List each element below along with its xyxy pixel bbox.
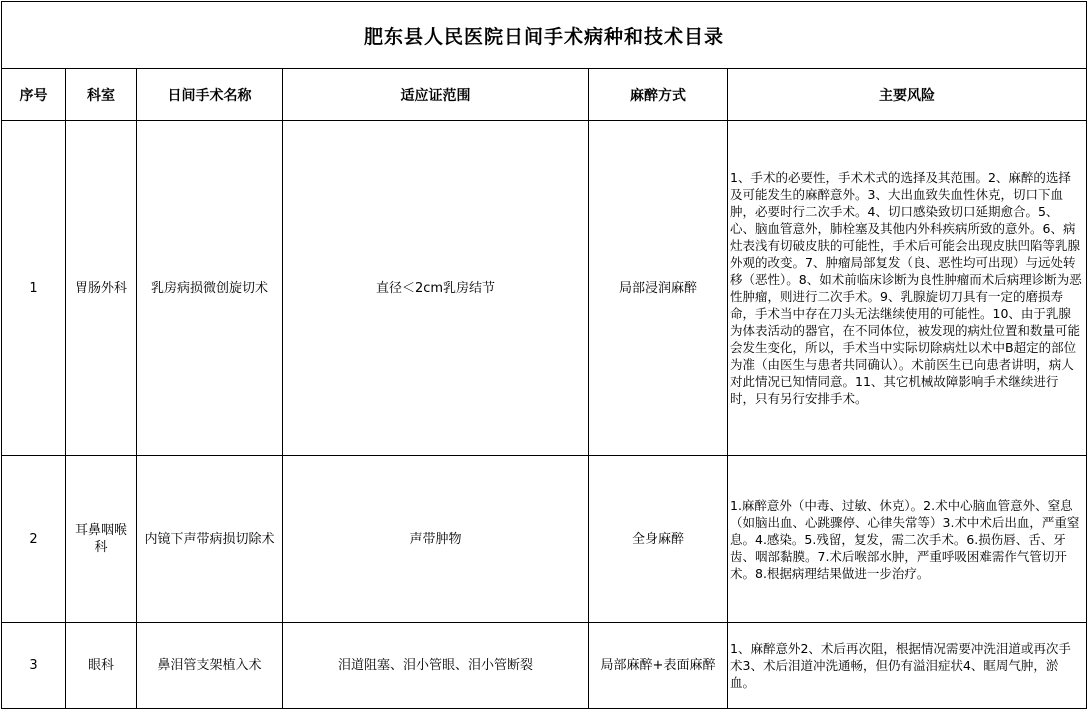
page-title: 肥东县人民医院日间手术病种和技术目录 [2, 2, 1087, 69]
cell-scope: 声带肿物 [283, 456, 589, 623]
cell-dept: 耳鼻咽喉科 [66, 456, 137, 623]
cell-scope: 直径＜2cm乳房结节 [283, 121, 589, 456]
table-row [2, 623, 1087, 709]
cell-dept: 胃肠外科 [66, 121, 137, 456]
cell-anesthesia: 局部浸润麻醉 [589, 121, 728, 456]
header-anesthesia: 麻醉方式 [589, 69, 728, 121]
header-row [2, 69, 1087, 121]
header-scope: 适应证范围 [283, 69, 589, 121]
header-name: 日间手术名称 [137, 69, 283, 121]
cell-risk: 1、麻醉意外2、术后再次阻，根据情况需要冲洗泪道或再次手术3、术后泪道冲洗通畅，但仍有溢泪症状4、眶周气肿，淤血。 [728, 623, 1087, 709]
cell-risk: 1、手术的必要性，手术术式的选择及其范围。2、麻醉的选择及可能发生的麻醉意外。3、大出血致失血性休克，切口下血肿，必要时行二次手术。4、切口感染致切口延期愈合。5、心、脑血管意外，肺栓塞及其他内外科疾病所致的意外。6、病灶表浅有切破皮肤的可能性，手术后可能会出现皮肤凹陷等乳腺外观的改变。7、肿瘤局部复发（良、恶性均可出现）与远处转移（恶性）。8、如术前临床诊断为良性肿瘤而术后病理诊断为恶性肿瘤，则进行二次手术。9、乳腺旋切刀具有一定的磨损寿命，手术当中存在刀头无法继续使用的可能性。10、由于乳腺为体表活动的器官，在不同体位，被发现的病灶位置和数量可能会发生变化，所以，手术当中实际切除病灶以术中B超定的部位为准（由医生与患者共同确认）。术前医生已向患者讲明，病人对此情况已知情同意。11、其它机械故障影响手术继续进行时，只有另行安排手术。 [728, 121, 1087, 456]
cell-name: 乳房病损微创旋切术 [137, 121, 283, 456]
header-no: 序号 [2, 69, 66, 121]
cell-dept: 眼科 [66, 623, 137, 709]
cell-name: 内镜下声带病损切除术 [137, 456, 283, 623]
cell-risk: 1.麻醉意外（中毒、过敏、休克）。2.术中心脑血管意外、窒息（如脑出血、心跳骤停、心律失常等）3.术中术后出血，严重窒息。4.感染。5.残留，复发，需二次手术。6.损伤唇、舌、牙齿、咽部黏膜。7.术后喉部水肿，严重呼吸困难需作气管切开术。8.根据病理结果做进一步治疗。 [728, 456, 1087, 623]
cell-anesthesia: 局部麻醉+表面麻醉 [589, 623, 728, 709]
header-dept: 科室 [66, 69, 137, 121]
cell-no: 3 [2, 623, 66, 709]
table-row [2, 121, 1087, 456]
cell-anesthesia: 全身麻醉 [589, 456, 728, 623]
surgery-catalog-table [1, 1, 1087, 709]
cell-name: 鼻泪管支架植入术 [137, 623, 283, 709]
cell-no: 1 [2, 121, 66, 456]
cell-no: 2 [2, 456, 66, 623]
table-row [2, 456, 1087, 623]
header-risk: 主要风险 [728, 69, 1087, 121]
cell-scope: 泪道阻塞、泪小管眼、泪小管断裂 [283, 623, 589, 709]
